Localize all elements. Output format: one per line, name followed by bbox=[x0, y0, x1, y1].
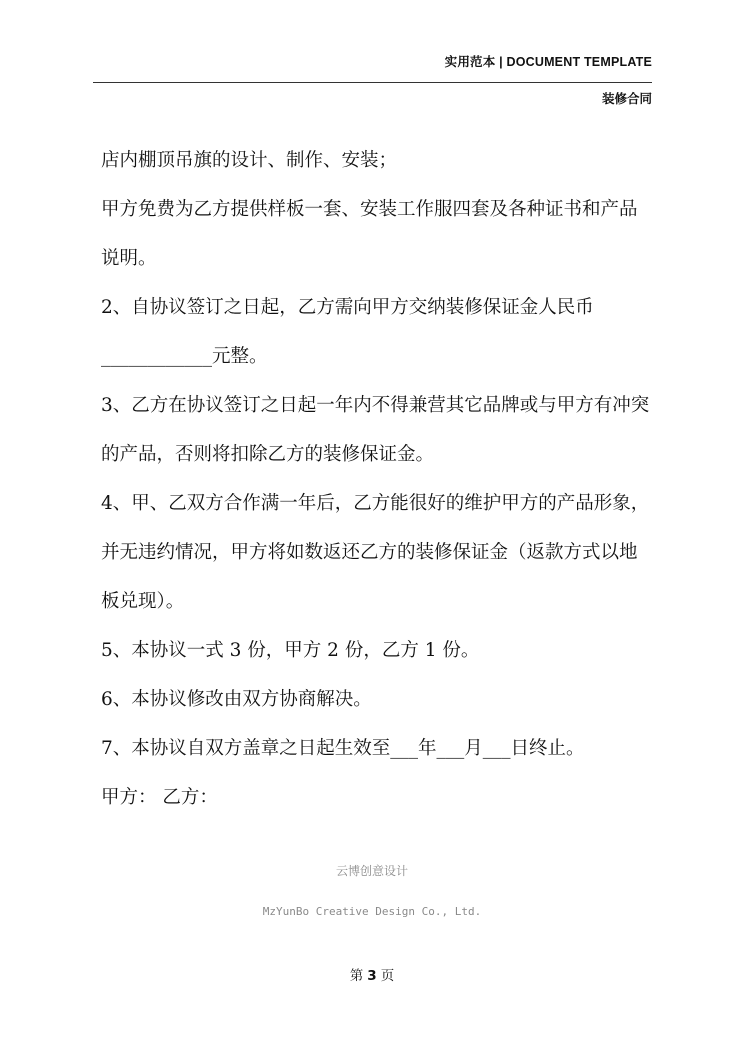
body-line: 的产品，否则将扣除乙方的装修保证金。 bbox=[101, 444, 435, 465]
header-title: 实用范本 | DOCUMENT TEMPLATE bbox=[444, 55, 652, 69]
body-line: 6、本协议修改由双方协商解决。 bbox=[101, 689, 372, 710]
footer-company-name-cn: 云博创意设计 bbox=[335, 864, 408, 878]
body-line: 4、甲、乙双方合作满一年后，乙方能很好的维护甲方的产品形象， bbox=[101, 493, 650, 514]
body-line: 2、自协议签订之日起，乙方需向甲方交纳装修保证金人民币 bbox=[101, 297, 594, 318]
body-line: 店内棚顶吊旗的设计、制作、安装； bbox=[101, 150, 398, 171]
body-line: 板兑现）。 bbox=[101, 591, 185, 612]
body-line: 3、乙方在协议签订之日起一年内不得兼营其它品牌或与甲方有冲突 bbox=[101, 395, 650, 416]
body-line: 说明。 bbox=[101, 248, 157, 269]
footer-company-name-en: MzYunBo Creative Design Co., Ltd. bbox=[262, 905, 482, 918]
signature-line: 甲方： 乙方： bbox=[101, 787, 218, 808]
page-number bbox=[0, 964, 744, 984]
body-line: 甲方免费为乙方提供样板一套、安装工作服四套及各种证书和产品 bbox=[101, 199, 638, 220]
body-line: 5、本协议一式 3 份，甲方 2 份，乙方 1 份。 bbox=[101, 640, 480, 661]
header-divider bbox=[93, 82, 652, 83]
page-number-value: 3 bbox=[367, 968, 377, 984]
document-body bbox=[101, 136, 661, 822]
page-suffix: 页 bbox=[380, 968, 395, 984]
body-line: 并无违约情况，甲方将如数返还乙方的装修保证金（返款方式以地 bbox=[101, 542, 638, 563]
header-document-type: 装修合同 bbox=[601, 92, 652, 106]
body-line: 7、本协议自双方盖章之日起生效至___年___月___日终止。 bbox=[101, 738, 585, 759]
page-prefix: 第 bbox=[349, 968, 364, 984]
body-line: ____________元整。 bbox=[101, 346, 268, 367]
